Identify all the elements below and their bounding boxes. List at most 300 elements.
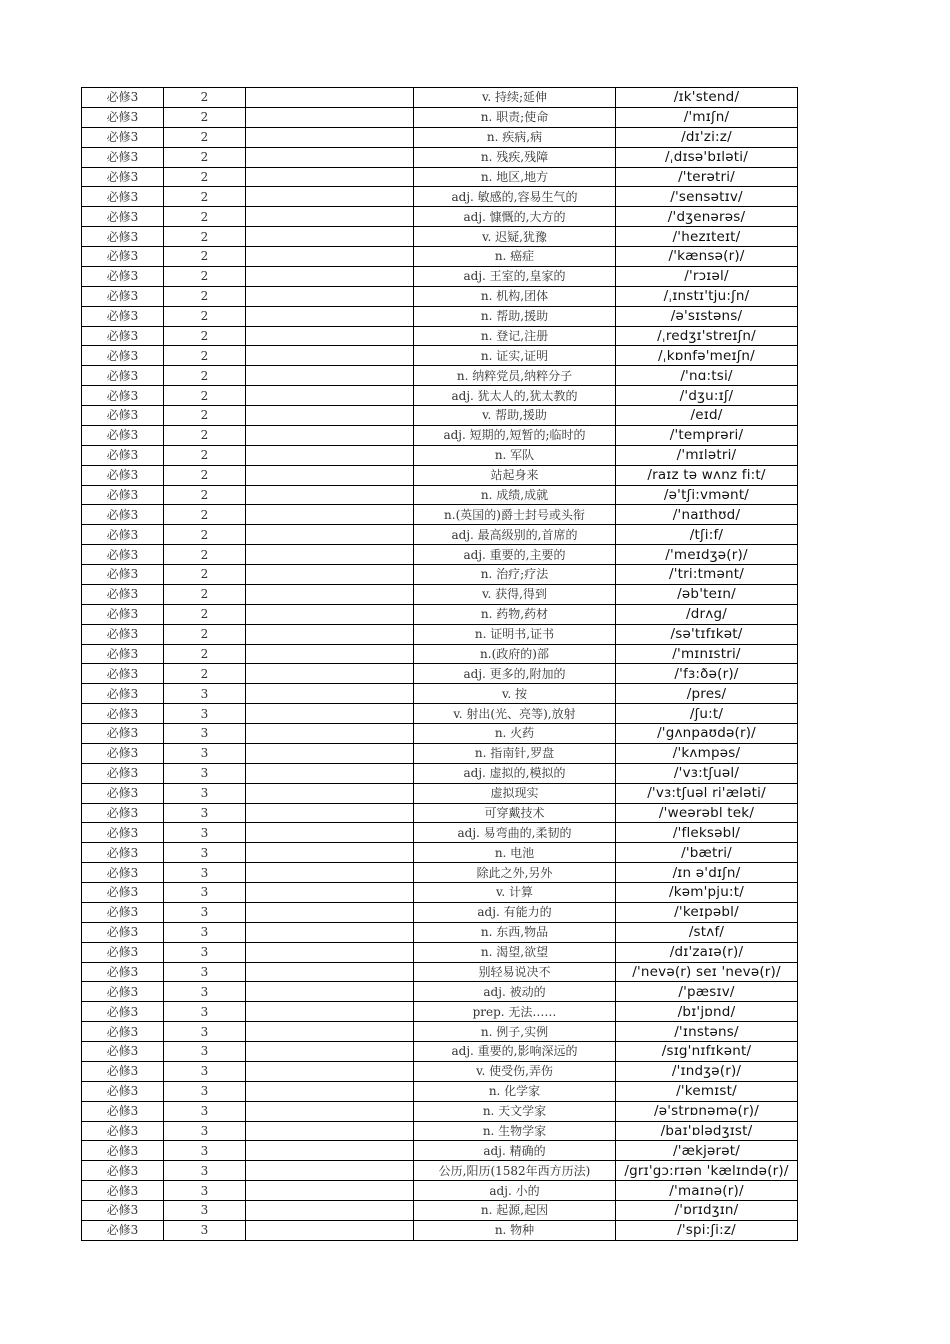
book-cell: 必修3 [82,1201,164,1221]
book-cell: 必修3 [82,525,164,545]
book-cell: 必修3 [82,505,164,525]
book-cell: 必修3 [82,386,164,406]
phonetic-cell: /'sensətɪv/ [616,187,798,207]
book-cell: 必修3 [82,684,164,704]
book-cell: 必修3 [82,207,164,227]
phonetic-cell: /grɪ'gɔ:rɪən 'kælɪndə(r)/ [616,1161,798,1181]
phonetic-cell: /'kemɪst/ [616,1081,798,1101]
unit-cell: 2 [164,107,246,127]
table-row [82,1081,798,1101]
phonetic-cell: /'hezɪteɪt/ [616,227,798,247]
phonetic-cell: /'ækjərət/ [616,1141,798,1161]
unit-cell: 2 [164,505,246,525]
word-cell [246,942,414,962]
unit-cell: 2 [164,465,246,485]
meaning-cell: adj. 精确的 [414,1141,616,1161]
word-cell [246,465,414,485]
phonetic-cell: /ə'tʃi:vmənt/ [616,485,798,505]
book-cell: 必修3 [82,624,164,644]
phonetic-cell: /ʃu:t/ [616,704,798,724]
word-cell [246,326,414,346]
phonetic-cell: /'nɑ:tsi/ [616,366,798,386]
word-cell [246,1220,414,1240]
word-cell [246,306,414,326]
phonetic-cell: /'meɪdʒə(r)/ [616,545,798,565]
unit-cell: 3 [164,1181,246,1201]
meaning-cell: n. 东西,物品 [414,922,616,942]
table-row [82,1181,798,1201]
word-cell [246,624,414,644]
phonetic-cell: /kəm'pju:t/ [616,883,798,903]
book-cell: 必修3 [82,843,164,863]
word-cell [246,843,414,863]
book-cell: 必修3 [82,1081,164,1101]
book-cell: 必修3 [82,445,164,465]
word-cell [246,485,414,505]
phonetic-cell: /'ɪnstəns/ [616,1022,798,1042]
table-row [82,1121,798,1141]
unit-cell: 3 [164,1220,246,1240]
word-cell [246,743,414,763]
table-row [82,624,798,644]
table-row [82,704,798,724]
phonetic-cell: /'dʒenərəs/ [616,207,798,227]
meaning-cell: n. 起源,起因 [414,1201,616,1221]
unit-cell: 3 [164,783,246,803]
phonetic-cell: /'maɪnə(r)/ [616,1181,798,1201]
unit-cell: 2 [164,266,246,286]
unit-cell: 3 [164,982,246,1002]
phonetic-cell: /'mɪʃn/ [616,107,798,127]
table-row [82,485,798,505]
table-row [82,604,798,624]
unit-cell: 2 [164,286,246,306]
unit-cell: 3 [164,902,246,922]
book-cell: 必修3 [82,743,164,763]
word-cell [246,366,414,386]
phonetic-cell: /eɪd/ [616,406,798,426]
word-cell [246,1042,414,1062]
unit-cell: 3 [164,962,246,982]
book-cell: 必修3 [82,783,164,803]
unit-cell: 3 [164,863,246,883]
word-cell [246,1022,414,1042]
unit-cell: 2 [164,187,246,207]
table-row [82,326,798,346]
word-cell [246,346,414,366]
book-cell: 必修3 [82,326,164,346]
unit-cell: 2 [164,207,246,227]
unit-cell: 3 [164,1002,246,1022]
meaning-cell: 除此之外,另外 [414,863,616,883]
meaning-cell: n. 机构,团体 [414,286,616,306]
phonetic-cell: /'temprəri/ [616,425,798,445]
table-row [82,902,798,922]
unit-cell: 3 [164,1121,246,1141]
meaning-cell: v. 持续;延伸 [414,88,616,108]
book-cell: 必修3 [82,724,164,744]
meaning-cell: prep. 无法…… [414,1002,616,1022]
meaning-cell: n. 治疗;疗法 [414,565,616,585]
meaning-cell: 虚拟现实 [414,783,616,803]
book-cell: 必修3 [82,306,164,326]
book-cell: 必修3 [82,247,164,267]
meaning-cell: n. 指南针,罗盘 [414,743,616,763]
word-cell [246,207,414,227]
table-row [82,525,798,545]
book-cell: 必修3 [82,584,164,604]
meaning-cell: adj. 短期的,短暂的;临时的 [414,425,616,445]
word-cell [246,147,414,167]
phonetic-cell: /sɪg'nɪfɪkənt/ [616,1042,798,1062]
word-cell [246,88,414,108]
unit-cell: 2 [164,425,246,445]
meaning-cell: n. 纳粹党员,纳粹分子 [414,366,616,386]
meaning-cell: 可穿戴技术 [414,803,616,823]
book-cell: 必修3 [82,1181,164,1201]
table-row [82,883,798,903]
unit-cell: 2 [164,88,246,108]
unit-cell: 2 [164,406,246,426]
meaning-cell: 别轻易说决不 [414,962,616,982]
book-cell: 必修3 [82,982,164,1002]
word-cell [246,565,414,585]
book-cell: 必修3 [82,1002,164,1022]
meaning-cell: n. 地区,地方 [414,167,616,187]
table-row [82,684,798,704]
book-cell: 必修3 [82,883,164,903]
meaning-cell: adj. 犹太人的,犹太教的 [414,386,616,406]
phonetic-cell: /raɪz tə wʌnz fi:t/ [616,465,798,485]
table-row [82,366,798,386]
phonetic-cell: /pres/ [616,684,798,704]
phonetic-cell: /ə'sɪstəns/ [616,306,798,326]
unit-cell: 2 [164,227,246,247]
table-row [82,406,798,426]
word-cell [246,167,414,187]
word-cell [246,684,414,704]
book-cell: 必修3 [82,604,164,624]
meaning-cell: v. 射出(光、亮等),放射 [414,704,616,724]
unit-cell: 2 [164,306,246,326]
unit-cell: 2 [164,346,246,366]
book-cell: 必修3 [82,763,164,783]
table-row [82,445,798,465]
book-cell: 必修3 [82,902,164,922]
table-row [82,1022,798,1042]
table-row [82,207,798,227]
word-cell [246,1161,414,1181]
phonetic-cell: /'ɒrɪdʒɪn/ [616,1201,798,1221]
word-cell [246,1201,414,1221]
unit-cell: 3 [164,1081,246,1101]
table-row [82,386,798,406]
book-cell: 必修3 [82,366,164,386]
word-cell [246,107,414,127]
book-cell: 必修3 [82,485,164,505]
meaning-cell: n. 药物,药材 [414,604,616,624]
phonetic-cell: /'tri:tmənt/ [616,565,798,585]
meaning-cell: v. 按 [414,684,616,704]
meaning-cell: n. 职责;使命 [414,107,616,127]
meaning-cell: n. 化学家 [414,1081,616,1101]
table-row [82,1061,798,1081]
unit-cell: 2 [164,604,246,624]
meaning-cell: adj. 王室的,皇家的 [414,266,616,286]
word-cell [246,763,414,783]
unit-cell: 3 [164,803,246,823]
meaning-cell: adj. 虚拟的,模拟的 [414,763,616,783]
word-cell [246,863,414,883]
phonetic-cell: /ˌɪnstɪ'tju:ʃn/ [616,286,798,306]
phonetic-cell: /sə'tɪfɪkət/ [616,624,798,644]
table-row [82,644,798,664]
book-cell: 必修3 [82,346,164,366]
book-cell: 必修3 [82,704,164,724]
table-row [82,783,798,803]
book-cell: 必修3 [82,1022,164,1042]
book-cell: 必修3 [82,266,164,286]
unit-cell: 3 [164,743,246,763]
meaning-cell: n. 帮助,援助 [414,306,616,326]
book-cell: 必修3 [82,823,164,843]
phonetic-cell: /'fleksəbl/ [616,823,798,843]
unit-cell: 3 [164,704,246,724]
phonetic-cell: /ˌdɪsə'bɪləti/ [616,147,798,167]
phonetic-cell: /'terətri/ [616,167,798,187]
book-cell: 必修3 [82,1061,164,1081]
meaning-cell: n. 天文学家 [414,1101,616,1121]
word-cell [246,664,414,684]
book-cell: 必修3 [82,1220,164,1240]
unit-cell: 2 [164,147,246,167]
phonetic-cell: /'vɜ:tʃuəl/ [616,763,798,783]
meaning-cell: adj. 小的 [414,1181,616,1201]
phonetic-cell: /ɪk'stend/ [616,88,798,108]
word-cell [246,286,414,306]
table-row [82,1141,798,1161]
meaning-cell: n.(政府的)部 [414,644,616,664]
table-row [82,1042,798,1062]
word-cell [246,545,414,565]
meaning-cell: n. 渴望,欲望 [414,942,616,962]
meaning-cell: v. 迟疑,犹豫 [414,227,616,247]
word-cell [246,1121,414,1141]
phonetic-cell: /'mɪnɪstri/ [616,644,798,664]
meaning-cell: n. 生物学家 [414,1121,616,1141]
table-row [82,127,798,147]
word-cell [246,1141,414,1161]
unit-cell: 2 [164,624,246,644]
phonetic-cell: /'mɪlətri/ [616,445,798,465]
table-row [82,1161,798,1181]
phonetic-cell: /stʌf/ [616,922,798,942]
unit-cell: 2 [164,664,246,684]
unit-cell: 2 [164,485,246,505]
book-cell: 必修3 [82,227,164,247]
book-cell: 必修3 [82,565,164,585]
phonetic-cell: /'pæsɪv/ [616,982,798,1002]
word-cell [246,187,414,207]
phonetic-cell: /'kʌmpəs/ [616,743,798,763]
unit-cell: 2 [164,127,246,147]
table-row [82,266,798,286]
phonetic-cell: /baɪ'ɒlədʒɪst/ [616,1121,798,1141]
word-cell [246,982,414,1002]
meaning-cell: adj. 更多的,附加的 [414,664,616,684]
table-row [82,823,798,843]
meaning-cell: n. 证实,证明 [414,346,616,366]
table-row [82,425,798,445]
table-row [82,763,798,783]
table-row [82,286,798,306]
table-row [82,107,798,127]
word-cell [246,783,414,803]
phonetic-cell: /drʌg/ [616,604,798,624]
book-cell: 必修3 [82,1141,164,1161]
table-row [82,1101,798,1121]
book-cell: 必修3 [82,545,164,565]
table-row [82,147,798,167]
word-cell [246,902,414,922]
book-cell: 必修3 [82,127,164,147]
table-row [82,505,798,525]
table-row [82,863,798,883]
table-row [82,664,798,684]
unit-cell: 3 [164,763,246,783]
word-cell [246,127,414,147]
book-cell: 必修3 [82,88,164,108]
phonetic-cell: /əb'teɪn/ [616,584,798,604]
meaning-cell: 站起身来 [414,465,616,485]
book-cell: 必修3 [82,465,164,485]
unit-cell: 3 [164,1061,246,1081]
phonetic-cell: /ˌkɒnfə'meɪʃn/ [616,346,798,366]
meaning-cell: n. 疾病,病 [414,127,616,147]
meaning-cell: adj. 敏感的,容易生气的 [414,187,616,207]
table-row [82,962,798,982]
unit-cell: 3 [164,843,246,863]
meaning-cell: n. 例子,实例 [414,1022,616,1042]
word-cell [246,266,414,286]
unit-cell: 2 [164,386,246,406]
word-cell [246,922,414,942]
meaning-cell: adj. 慷慨的,大方的 [414,207,616,227]
phonetic-cell: /'weərəbl tek/ [616,803,798,823]
phonetic-cell: /'fɜ:ðə(r)/ [616,664,798,684]
word-cell [246,584,414,604]
meaning-cell: n. 军队 [414,445,616,465]
table-row [82,803,798,823]
unit-cell: 2 [164,644,246,664]
table-row [82,843,798,863]
table-row [82,584,798,604]
table-row [82,306,798,326]
book-cell: 必修3 [82,1161,164,1181]
meaning-cell: n. 癌症 [414,247,616,267]
book-cell: 必修3 [82,922,164,942]
word-cell [246,644,414,664]
phonetic-cell: /'nevə(r) seɪ 'nevə(r)/ [616,962,798,982]
meaning-cell: adj. 被动的 [414,982,616,1002]
phonetic-cell: /'kænsə(r)/ [616,247,798,267]
unit-cell: 3 [164,1101,246,1121]
book-cell: 必修3 [82,803,164,823]
phonetic-cell: /ˌredʒɪ'streɪʃn/ [616,326,798,346]
unit-cell: 2 [164,167,246,187]
word-cell [246,1101,414,1121]
unit-cell: 2 [164,445,246,465]
meaning-cell: v. 帮助,援助 [414,406,616,426]
meaning-cell: adj. 易弯曲的,柔韧的 [414,823,616,843]
word-cell [246,425,414,445]
phonetic-cell: /ɪn ə'dɪʃn/ [616,863,798,883]
unit-cell: 2 [164,366,246,386]
meaning-cell: adj. 重要的,主要的 [414,545,616,565]
unit-cell: 3 [164,1141,246,1161]
table-row [82,942,798,962]
vocabulary-table [81,87,798,1241]
word-cell [246,227,414,247]
unit-cell: 3 [164,724,246,744]
book-cell: 必修3 [82,187,164,207]
table-row [82,1002,798,1022]
unit-cell: 3 [164,1022,246,1042]
word-cell [246,724,414,744]
word-cell [246,823,414,843]
table-row [82,247,798,267]
table-row [82,167,798,187]
table-row [82,1201,798,1221]
word-cell [246,803,414,823]
meaning-cell: n. 电池 [414,843,616,863]
word-cell [246,1181,414,1201]
table-row [82,922,798,942]
meaning-cell: n. 成绩,成就 [414,485,616,505]
phonetic-cell: /'naɪthʊd/ [616,505,798,525]
phonetic-cell: /'keɪpəbl/ [616,902,798,922]
meaning-cell: n. 证明书,证书 [414,624,616,644]
table-row [82,724,798,744]
table-row [82,982,798,1002]
word-cell [246,505,414,525]
phonetic-cell: /ə'strɒnəmə(r)/ [616,1101,798,1121]
unit-cell: 3 [164,942,246,962]
meaning-cell: v. 获得,得到 [414,584,616,604]
book-cell: 必修3 [82,406,164,426]
meaning-cell: n. 登记,注册 [414,326,616,346]
meaning-cell: n. 残疾,残障 [414,147,616,167]
phonetic-cell: /bɪ'jɒnd/ [616,1002,798,1022]
phonetic-cell: /'gʌnpaʊdə(r)/ [616,724,798,744]
meaning-cell: n. 火药 [414,724,616,744]
table-row [82,227,798,247]
unit-cell: 3 [164,823,246,843]
book-cell: 必修3 [82,107,164,127]
phonetic-cell: /dɪ'zaɪə(r)/ [616,942,798,962]
word-cell [246,1081,414,1101]
table-row [82,465,798,485]
phonetic-cell: /dɪ'zi:z/ [616,127,798,147]
phonetic-cell: /'vɜ:tʃuəl ri'æləti/ [616,783,798,803]
book-cell: 必修3 [82,863,164,883]
table-row [82,545,798,565]
unit-cell: 3 [164,1161,246,1181]
phonetic-cell: /'rɔɪəl/ [616,266,798,286]
word-cell [246,704,414,724]
unit-cell: 2 [164,326,246,346]
unit-cell: 3 [164,1042,246,1062]
